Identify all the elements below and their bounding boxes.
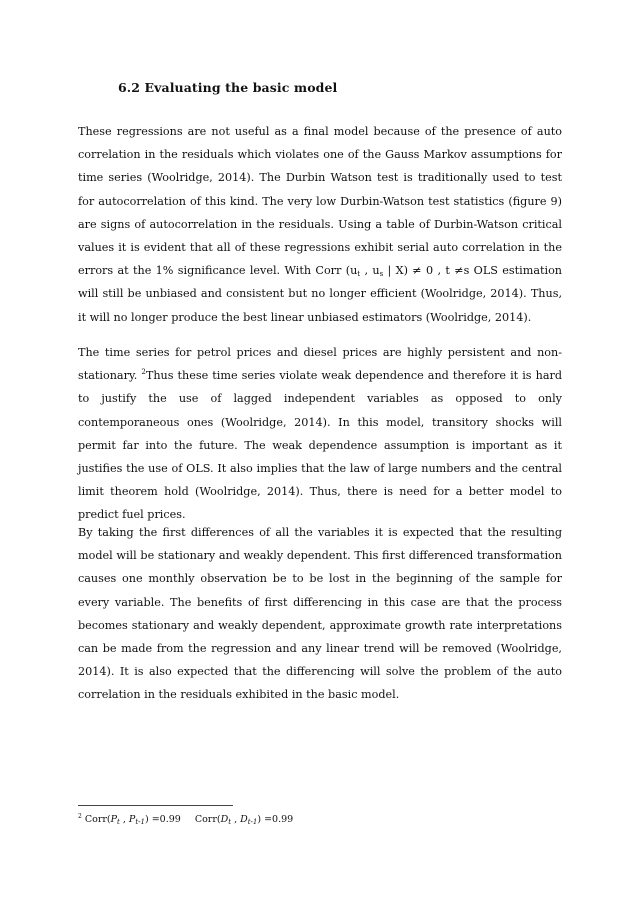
footnote-text: , [231,814,241,825]
paragraph-stationarity [78,341,562,527]
footnote-variable: P [110,814,118,825]
paragraph-text: Thus these time series violate weak dependence and therefore it is hard to justify the use of lagged independent variables as opposed to only contemporaneous ones (Woolridge, 2014). In this model, transitory shocks will permit far into the future. The weak dependence assumption is important as it justifies the use of OLS. It also implies that the law of large numbers and the central limit theorem hold (Woolridge, 2014). Thus, there is need for a better model to predict fuel prices. [78,369,562,522]
footnote-reference[interactable]: 2 [141,368,146,377]
paragraph-text: | X) ≠ 0 , t ≠s OLS estimation will still be unbiased and consistent but no longer efficient (Woolridge, 2014). Thus, it will no longer produce the best linear unbiased estimators (Woolridge, 2014). [78,264,563,324]
subscript-s: s [379,270,384,279]
paragraph-text: These regressions are not useful as a final model because of the presence of auto correlation in the residuals which violates one of the Gauss Markov assumptions for time series (Woolridge, 2014). The Durbin Watson test is traditionally used to test for autocorrelation of this kind. The very low Durbin-Watson test statistics (figure 9) are signs of autocorrelation in the residuals. Using a table of Durbin-Watson critical values it is evident that all of these regressions exhibit serial auto correlation in the errors at the 1% significance level. With Corr (u [78,125,562,278]
footnote-divider [78,805,233,806]
paragraph-autocorrelation [78,120,562,329]
footnote-text: Corr( [194,814,221,825]
footnote-text: ) =0.99 [257,814,294,825]
footnote [78,814,293,825]
footnote-variable: P [128,814,136,825]
section-heading: 6.2 Evaluating the basic model [118,80,338,95]
paragraph-text: The time series for petrol prices and diesel prices are highly persistent and non-stationary. [78,346,562,383]
paragraph-text: By taking the first differences of all the variables it is expected that the resulting model will be stationary and weakly dependent. This first differenced transformation causes one monthly observation be to be lost in the beginning of the sample for every variable. The benefits of first differencing in this case are that the process becomes stationary and weakly dependent, approximate growth rate interpretations can be made from the regression and any linear trend will be removed (Woolridge, 2014). It is also expected that the differencing will solve the problem of the auto correlation in the residuals exhibited in the basic model. [78,526,562,702]
footnote-subscript: t-1 [135,818,145,826]
footnote-text: ) =0.99 [144,814,181,825]
footnote-subscript: t [117,818,120,826]
footnote-marker: 2 [78,813,82,820]
footnote-variable: D [240,814,248,825]
subscript-t: t [357,270,361,279]
paragraph-text: , u [360,264,380,278]
paragraph-first-differences [78,521,562,707]
footnote-subscript: t-1 [247,818,258,826]
footnote-variable: D [220,814,229,825]
footnote-text: , [119,814,129,825]
footnote-text: Corr( [81,814,111,825]
footnote-subscript: t [228,818,232,826]
